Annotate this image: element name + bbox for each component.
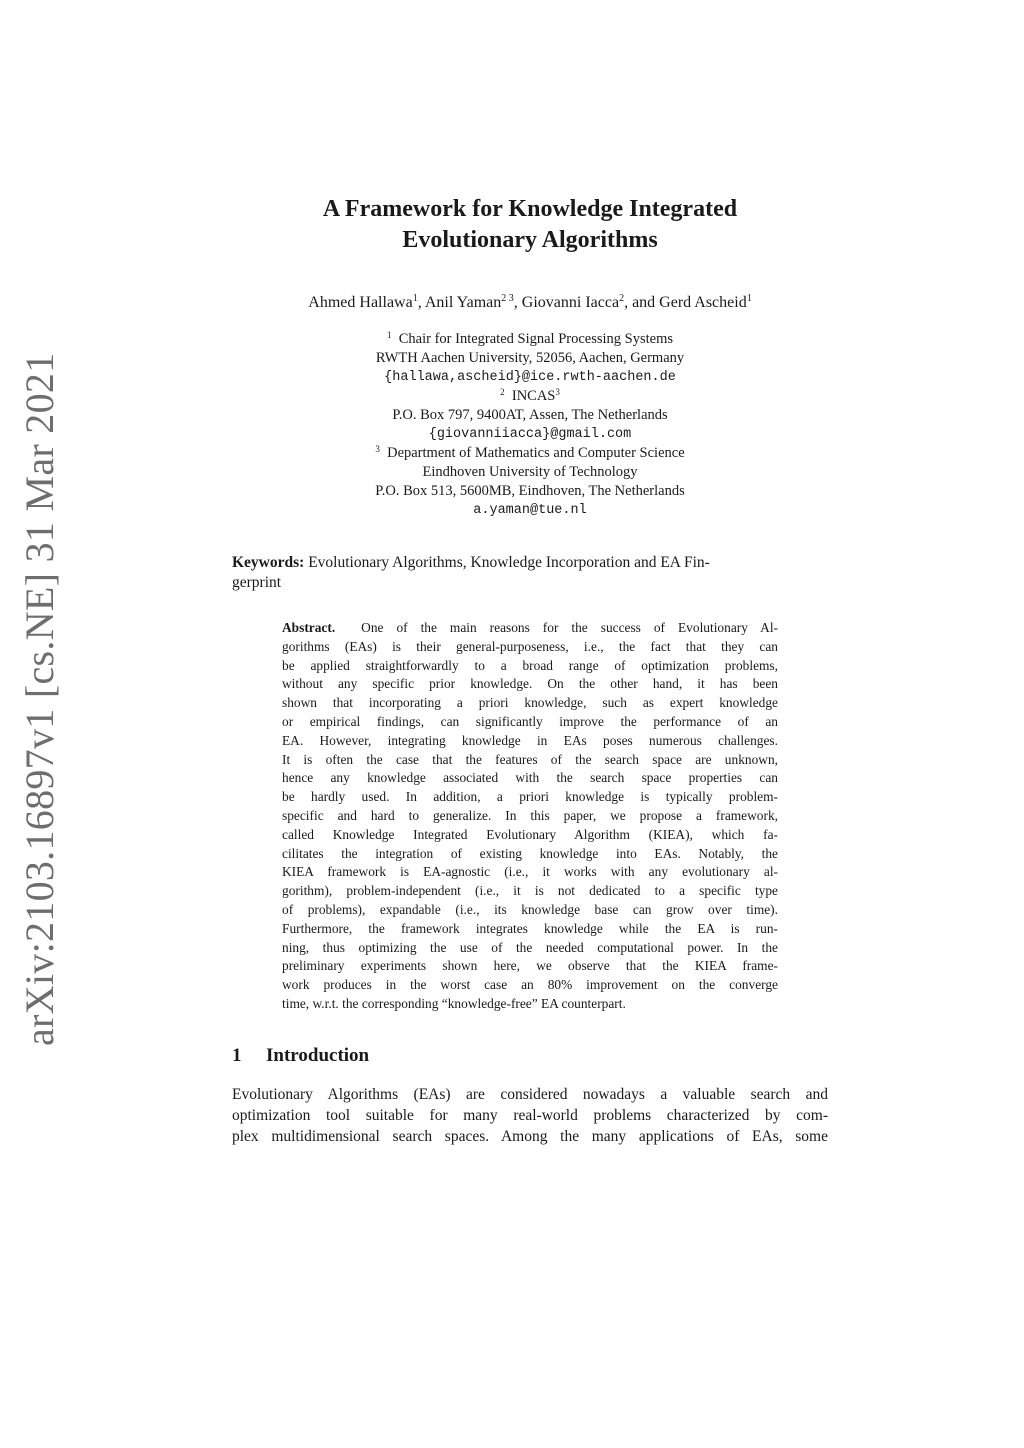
- affiliation-line: $^1$ Chair for Integrated Signal Processing Systems: [387, 330, 673, 347]
- abstract-line: ning, thus optimizing the use of the needed computational power. In the: [282, 939, 778, 955]
- abstract-line: gorithms (EAs) is their general-purposeness, i.e., the fact that they can: [282, 638, 778, 654]
- affiliation-line: $^2$ INCAS$^3$: [500, 387, 560, 404]
- abstract-line: gorithm), problem-independent (i.e., it is not dedicated to a specific type: [282, 883, 778, 899]
- author-separator: ,: [513, 294, 522, 311]
- abstract-line: shown that incorporating a priori knowledge, such as expert knowledge: [282, 695, 778, 711]
- body-line: optimization tool suitable for many real-world problems characterized by com-: [232, 1106, 828, 1124]
- author-affil-marker: 1: [412, 293, 418, 304]
- affiliation-email: a.yaman@tue.nl: [473, 503, 587, 518]
- affiliation-marker: 3: [555, 387, 560, 397]
- abstract-line: specific and hard to generalize. In this paper, we propose a framework,: [282, 807, 778, 823]
- introduction-body: [232, 1085, 828, 1147]
- abstract-line: Abstract. One of the main reasons for the success of Evolutionary Al-: [282, 620, 779, 635]
- author-affil-marker: 1: [746, 293, 752, 304]
- abstract-line: EA. However, integrating knowledge in EAs poses numerous challenges.: [282, 732, 778, 748]
- title-line-2: Evolutionary Algorithms: [402, 227, 658, 253]
- abstract-line: of problems), expandable (i.e., its knowledge base can grow over time).: [282, 901, 778, 917]
- affiliation-marker: 2: [500, 387, 505, 397]
- author-affil-marker: 2 3: [501, 293, 514, 304]
- author-affil-marker: 2: [619, 293, 625, 304]
- keywords-block: [232, 553, 828, 593]
- abstract-line: be hardly used. In addition, a priori knowledge is typically problem-: [282, 789, 778, 805]
- affiliation-line: Eindhoven University of Technology: [422, 464, 638, 480]
- section-heading: [232, 1044, 369, 1068]
- keywords-label: Keywords:: [232, 554, 305, 571]
- abstract-line: without any specific prior knowledge. On the other hand, it has been: [282, 676, 778, 692]
- abstract-line: Furthermore, the framework integrates knowledge while the EA is run-: [282, 920, 778, 936]
- affiliation-marker: 1: [387, 330, 392, 340]
- section-number: 1: [232, 1045, 242, 1066]
- abstract-line: It is often the case that the features of the search space are unknown,: [282, 751, 778, 767]
- abstract-line: work produces in the worst case an 80% improvement on the converge: [282, 977, 778, 993]
- author-separator: ,: [417, 294, 425, 311]
- body-line: plex multidimensional search spaces. Among the many applications of EAs, some: [232, 1127, 828, 1145]
- abstract-line: cilitates the integration of existing knowledge into EAs. Notably, the: [282, 845, 778, 861]
- affiliation-line: P.O. Box 797, 9400AT, Assen, The Netherlands: [392, 407, 668, 423]
- affiliation-email: {giovanniiacca}@gmail.com: [428, 427, 632, 442]
- abstract-line: preliminary experiments shown here, we observe that the KIEA frame-: [282, 958, 778, 974]
- abstract-line: hence any knowledge associated with the search space properties can: [282, 770, 778, 786]
- section-title: Introduction: [266, 1045, 370, 1066]
- keywords-line-1: Evolutionary Algorithms, Knowledge Incorporation and EA Fin-: [308, 554, 710, 571]
- affiliation-marker: 3: [375, 444, 380, 454]
- title-line-1: A Framework for Knowledge Integrated: [322, 196, 738, 222]
- paper-title: [150, 194, 910, 256]
- keywords-line-2: gerprint: [232, 574, 282, 591]
- arxiv-identifier-stamp: arXiv:2103.16897v1 [cs.NE] 31 Mar 2021: [17, 352, 62, 1046]
- author-name: Anil Yaman: [424, 294, 502, 311]
- abstract-block: [282, 619, 778, 1014]
- abstract-line: time, w.r.t. the corresponding “knowledge-free” EA counterpart.: [282, 995, 626, 1011]
- affiliation-line: $^3$ Department of Mathematics and Computer Science: [375, 444, 685, 461]
- abstract-label: Abstract.: [282, 620, 336, 635]
- affiliations-block: [250, 330, 810, 520]
- author-separator: , and: [624, 294, 660, 311]
- affiliation-email: {hallawa,ascheid}@ice.rwth-aachen.de: [384, 370, 676, 385]
- abstract-line: or empirical findings, can significantly improve the performance of an: [282, 713, 778, 729]
- author-name: Ahmed Hallawa: [308, 294, 413, 311]
- abstract-line: be applied straightforwardly to a broad range of optimization problems,: [282, 657, 778, 673]
- author-name: Giovanni Iacca: [521, 294, 620, 311]
- abstract-line: called Knowledge Integrated Evolutionary Algorithm (KIEA), which fa-: [282, 826, 778, 842]
- author-name: Gerd Ascheid: [659, 294, 747, 311]
- affiliation-line: P.O. Box 513, 5600MB, Eindhoven, The Netherlands: [375, 483, 685, 499]
- abstract-line: KIEA framework is EA-agnostic (i.e., it works with any evolutionary al-: [282, 864, 778, 880]
- author-list: [150, 292, 910, 314]
- body-line: Evolutionary Algorithms (EAs) are considered nowadays a valuable search and: [232, 1086, 828, 1103]
- affiliation-line: RWTH Aachen University, 52056, Aachen, Germany: [375, 350, 685, 366]
